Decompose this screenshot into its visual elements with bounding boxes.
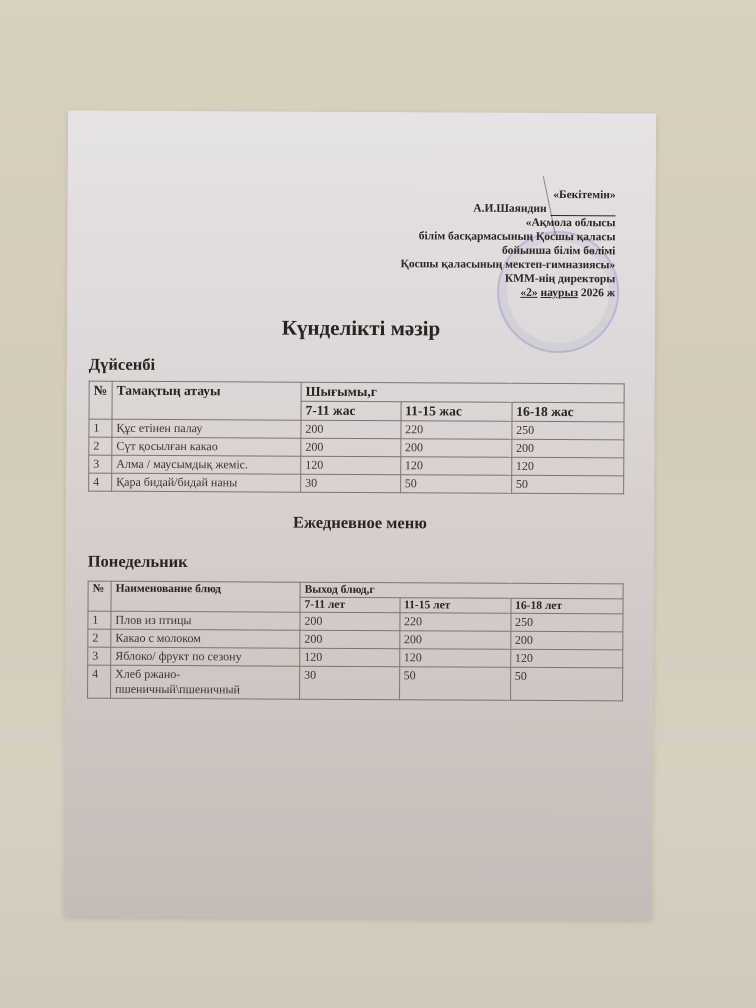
russian-menu-table	[87, 581, 624, 702]
portion-value: 30	[300, 666, 400, 700]
table-row	[88, 665, 623, 701]
portion-value: 200	[400, 439, 511, 458]
dish-name: Плов из птицы	[111, 611, 300, 630]
portion-value: 200	[300, 612, 400, 631]
portion-value: 120	[400, 457, 511, 476]
kazakh-day-label: Дүйсенбі	[88, 354, 156, 374]
table-header-row	[88, 581, 623, 599]
approval-line: «Ақмола облысы	[525, 216, 616, 230]
russian-menu-title: Ежедневное меню	[292, 512, 427, 533]
header-age: 7-11 лет	[300, 597, 400, 613]
header-age: 11-15 лет	[400, 598, 511, 614]
portion-value: 50	[510, 667, 623, 701]
portion-value: 30	[301, 474, 401, 493]
row-number: 4	[89, 473, 112, 491]
table-row	[89, 473, 624, 494]
portion-value: 200	[301, 420, 401, 439]
dish-name: Қара бидай/бидай наны	[112, 473, 301, 492]
portion-value: 220	[399, 613, 510, 632]
approval-line: Қосшы қаласының мектеп-гимназиясы»	[400, 258, 616, 272]
russian-day-label: Понедельник	[87, 551, 188, 572]
date-month: наурыз	[540, 286, 579, 300]
header-age: 11-15 жас	[401, 402, 512, 422]
portion-value: 120	[399, 649, 510, 668]
portion-value: 220	[401, 421, 512, 440]
row-number: 1	[89, 419, 112, 437]
portion-value: 50	[511, 475, 623, 494]
row-number: 3	[88, 647, 111, 665]
approval-line: КММ-нің директоры	[504, 272, 616, 286]
approval-signer	[401, 201, 616, 216]
header-output: Шығымы,г	[301, 382, 624, 403]
kazakh-menu-title: Күнделікті мәзір	[281, 315, 441, 341]
portion-value: 120	[301, 456, 401, 475]
portion-value: 50	[399, 667, 510, 701]
header-number: №	[89, 381, 112, 419]
portion-value: 250	[512, 421, 624, 440]
row-number: 4	[88, 665, 111, 698]
kazakh-menu-table	[88, 381, 625, 495]
dish-name: Хлеб ржано-пшеничный\пшеничный	[111, 665, 300, 699]
header-number: №	[88, 581, 111, 611]
header-age: 16-18 жас	[512, 402, 624, 422]
approval-line: білім басқармасының Қосшы қаласы	[418, 230, 616, 244]
dish-name: Алма / маусымдық жеміс.	[112, 455, 301, 474]
date-day: «2»	[520, 286, 538, 299]
portion-value: 200	[301, 438, 401, 457]
row-number: 2	[89, 437, 112, 455]
portion-value: 120	[300, 648, 400, 667]
header-dish-name: Тамақтың атауы	[112, 381, 301, 420]
dish-name: Яблоко/ фрукт по сезону	[111, 647, 300, 666]
table-header-row	[89, 381, 624, 403]
portion-value: 200	[511, 439, 623, 458]
portion-value: 50	[400, 475, 511, 494]
dish-name: Какао с молоком	[111, 629, 300, 648]
approval-line: бойынша білім бөлімі	[501, 244, 616, 258]
portion-value: 200	[399, 631, 510, 650]
row-number: 2	[88, 629, 111, 647]
portion-value: 200	[510, 631, 622, 650]
approval-heading: «Бекітемін»	[553, 189, 616, 202]
row-number: 3	[89, 455, 112, 473]
portion-value: 120	[510, 649, 622, 668]
portion-value: 250	[511, 613, 623, 632]
date-year: 2026 ж	[580, 287, 616, 300]
portion-value: 120	[511, 457, 623, 476]
portion-value: 200	[300, 630, 400, 649]
header-dish-name: Наименование блюд	[111, 581, 300, 612]
signer-name: А.И.Шаяндин	[473, 202, 547, 215]
header-output: Выход блюд,г	[300, 582, 623, 599]
menu-document-page	[64, 110, 656, 919]
approval-date	[400, 285, 615, 300]
dish-name: Сүт қосылған какао	[112, 437, 301, 456]
approval-block	[400, 187, 615, 300]
header-age: 7-11 жас	[301, 401, 401, 421]
row-number: 1	[88, 611, 111, 629]
dish-name: Құс етінен палау	[112, 419, 301, 438]
header-age: 16-18 лет	[511, 598, 623, 614]
